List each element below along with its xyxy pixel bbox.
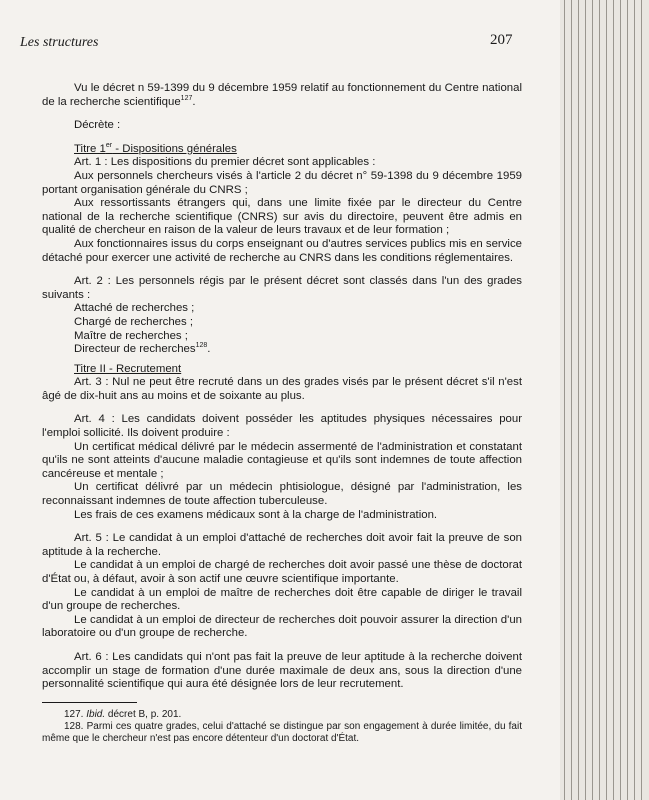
- article-4-para-3: Les frais de ces examens médicaux sont à la charge de l'administration.: [74, 508, 438, 521]
- preamble-vu: Vu le décret n 59-1399 du 9 décembre 1959 relatif au fonctionnement du Centre national de la recherche scientifique$^{127}$.: [42, 82, 522, 108]
- article-4-para-2: Un certificat délivré par un médecin phtisiologue, désigné par l'administration, les reconnaissant indemnes de toute affection tuberculeuse.: [42, 481, 522, 508]
- footnote-ref-127[interactable]: 127: [180, 94, 193, 102]
- grade-item: Chargé de recherches ;: [74, 315, 194, 328]
- article-6: Art. 6 : Les candidats qui n'ont pas fait la preuve de leur aptitude à la recherche doivent accomplir un stage de formation d'une durée maximale de deux ans, sous la direction d'une personnalité scientifique qui aura été désignée lors de leur recrutement.: [42, 650, 522, 691]
- grade-item: Attaché de recherches ;: [74, 302, 195, 315]
- article-3: Art. 3 : Nul ne peut être recruté dans un des grades visés par le présent décret s'il n'est âgé de dix-huit ans au moins et de soixante au plus.: [42, 376, 522, 402]
- grade-item: Directeur de recherches$^{128}$.: [74, 342, 211, 356]
- article-4: Art. 4 : Les candidats doivent posséder les aptitudes physiques nécessaires pour l'emploi sollicité. Ils doivent produire :: [42, 413, 522, 440]
- footnote-divider: [42, 702, 137, 703]
- running-header: Les structures: [20, 35, 99, 50]
- page-body: [42, 82, 522, 745]
- titre-2-heading: Titre II - Recrutement: [74, 362, 182, 375]
- article-1-para-3: Aux fonctionnaires issus du corps enseignant ou d'autres services publics mis en service détaché pour exercer une activité de recherche au CNRS dans les conditions réglementaires.: [42, 237, 522, 264]
- footnote-127: 127. Ibid. décret B, p. 201.: [64, 708, 182, 720]
- grade-item: Maître de recherches ;: [74, 329, 188, 342]
- article-1-para-2: Aux ressortissants étrangers qui, dans une limite fixée par le directeur du Centre national de la recherche scientifique (CNRS) sur avis du directoire, peuvent être admis en qualité de chercheur en raison de la valeur de leurs travaux et de leur formation ;: [42, 197, 522, 237]
- titre-1-heading: Titre 1er - Dispositions générales: [74, 141, 237, 155]
- page-number: 207: [490, 32, 513, 48]
- article-1-para-1: Aux personnels chercheurs visés à l'article 2 du décret n° 59-1398 du 9 décembre 1959 portant organisation générale du CNRS ;: [42, 169, 522, 196]
- article-5-para-3: Le candidat à un emploi de directeur de recherches doit pouvoir assurer la direction d'un laboratoire ou d'un groupe de recherche.: [42, 613, 522, 640]
- footnote-ref-128[interactable]: 128: [195, 342, 208, 350]
- article-5: Art. 5 : Le candidat à un emploi d'attaché de recherches doit avoir fait la preuve de son aptitude à la recherche.: [42, 532, 522, 558]
- article-1: Art. 1 : Les dispositions du premier décret sont applicables :: [74, 156, 376, 169]
- article-5-para-1: Le candidat à un emploi de chargé de recherches doit avoir passé une thèse de doctorat d'État ou, à défaut, avoir à son actif une œuvre scientifique importante.: [42, 559, 522, 585]
- preamble-decrete: Décrète :: [74, 119, 121, 132]
- article-4-para-1: Un certificat médical délivré par le médecin assermenté de l'administration et constatant qu'ils ne sont atteints d'aucune maladie contagieuse et qu'ils sont indemnes de toute affection cancéreuse et mentale ;: [42, 440, 522, 480]
- book-page-edges: [560, 0, 649, 800]
- footnote-128: 128. Parmi ces quatre grades, celui d'attaché se distingue par son engagement à durée limitée, du fait même que le chercheur n'est pas encore détenteur d'un doctorat d'État.: [42, 720, 522, 745]
- article-2: Art. 2 : Les personnels régis par le présent décret sont classés dans l'un des grades suivants :: [42, 275, 522, 301]
- grades-list: [74, 302, 522, 356]
- article-5-para-2: Le candidat à un emploi de maître de recherches doit être capable de diriger le travail d'un groupe de recherches.: [42, 586, 522, 613]
